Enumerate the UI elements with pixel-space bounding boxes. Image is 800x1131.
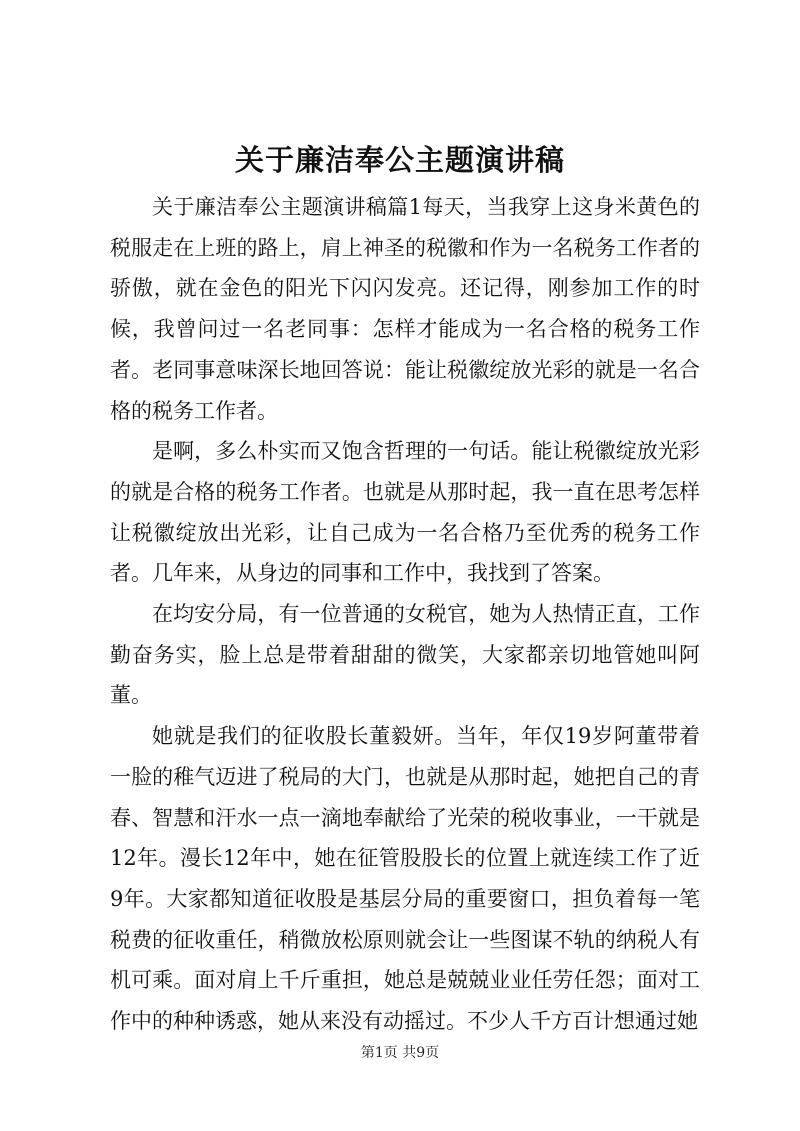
paragraph-1: 关于廉洁奉公主题演讲稿篇1每天，当我穿上这身米黄色的税服走在上班的路上，肩上神圣的税徽和作为一名税务工作者的骄傲，就在金色的阳光下闪闪发亮。还记得，刚参加工作的时候，我曾问过一名老同事：怎样才能成为一名合格的税务工作者。老同事意味深长地回答说：能让税徽绽放光彩的就是一名合格的税务工作者。 bbox=[110, 195, 700, 423]
document-body bbox=[110, 187, 700, 1042]
document-title: 关于廉洁奉公主题演讲稿 bbox=[234, 143, 565, 177]
paragraph-4: 她就是我们的征收股长董毅妍。当年，年仅19岁阿董带着一脸的稚气迈进了税局的大门，也就是从那时起，她把自己的青春、智慧和汗水一点一滴地奉献给了光荣的税收事业，一干就是12年。漫长12年中，她在征管股股长的位置上就连续工作了近9年。大家都知道征收股是基层分局的重要窗口，担负着每一笔税费的征收重任，稍微放松原则就会让一些图谋不轨的纳税人有机可乘。面对肩上千斤重担，她总是兢兢业业任劳任怨；面对工作中的种种诱惑，她从来没有动摇过。不少人千方百计想通过她 bbox=[110, 724, 700, 1034]
paragraph-2: 是啊，多么朴实而又饱含哲理的一句话。能让税徽绽放光彩的就是合格的税务工作者。也就是从那时起，我一直在思考怎样让税徽绽放出光彩，让自己成为一名合格乃至优秀的税务工作者。几年来，从身边的同事和工作中，我找到了答案。 bbox=[110, 439, 700, 586]
paragraph-3: 在均安分局，有一位普通的女税官，她为人热情正直，工作勤奋务实，脸上总是带着甜甜的微笑，大家都亲切地管她叫阿董。 bbox=[110, 602, 700, 708]
page-footer: 第1页 共9页 bbox=[360, 1045, 440, 1061]
